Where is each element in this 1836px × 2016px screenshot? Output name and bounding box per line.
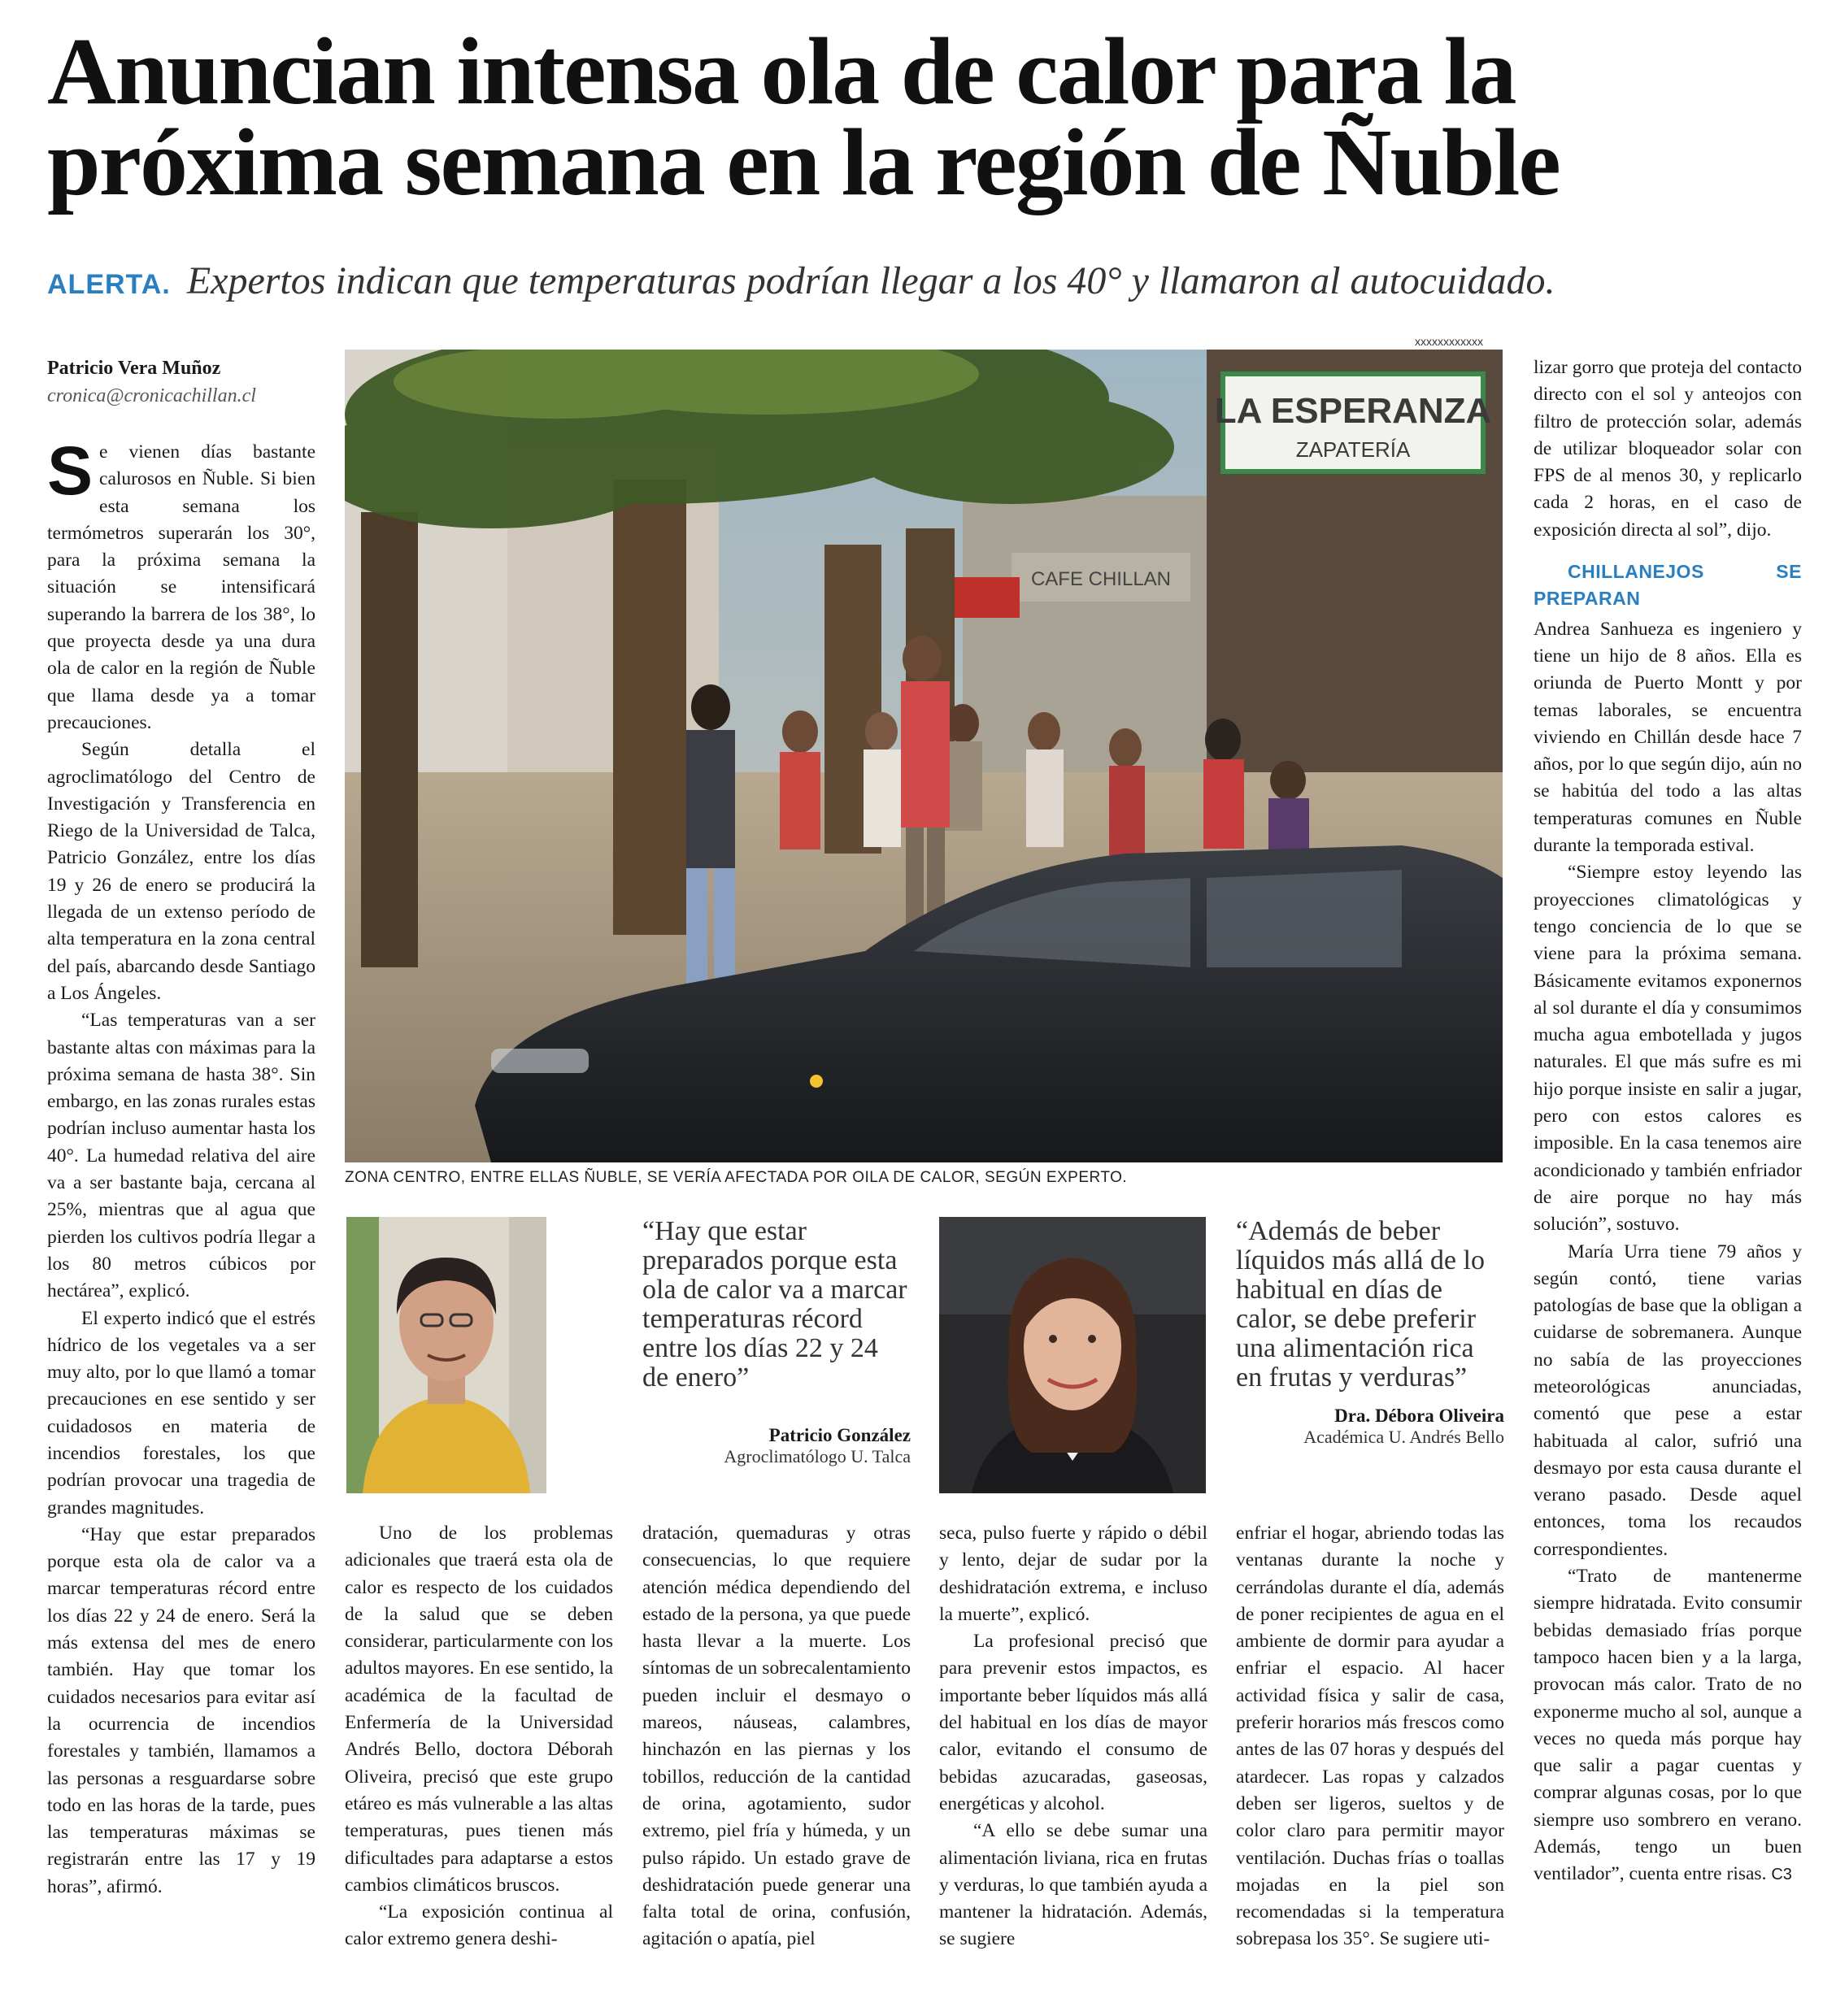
subheadline: Expertos indican que temperaturas podrían llegar a los 40° y llamaron al autocuidado. [186,259,1555,302]
dropcap: S [47,432,94,509]
quote-text: “Hay que estar preparados porque esta ola de calor va a marcar temperaturas récord entre los días 22 y 24 de enero” [642,1216,907,1393]
column-4 [939,1520,1207,1953]
column-6 [1534,354,1802,1889]
paragraph: “Las temperaturas van a ser bastante altas con máximas para la próxima semana de hasta 38°. Sin embargo, en las zonas rurales estas podrían incluso aumentar hasta los 40°. La humedad relativa del aire va a ser bastante baja, cercana al 25%, mientras que al agua que pierden los cultivos podría llegar a los 80 metros cúbicos por hectárea”, explicó. [47,1010,315,1302]
portrait-debora-oliveira [939,1217,1206,1493]
paragraph-text: “Trato de mantenerme siempre hidratada. Evito consumir bebidas demasiado frías porque tampoco hacen bien y a la larga, provocan más calor. Trato de no exponerme mucho al sol, aunque a veces no queda más porque hay que salir a pagar cuentas y comprar algunas cosas, por lo que siempre uso sombrero en verano. Además, tengo un buen ventilador”, cuenta entre risas. [1534,1566,1802,1885]
quote-author-role: Académica U. Andrés Bello [1303,1427,1504,1447]
paragraph: Uno de los problemas adicionales que traerá esta ola de calor es respecto de los cuidados de la salud que se deben considerar, particularmente con los adultos mayores. En ese sentido, la académica de la facultad de Enfermería de la Universidad Andrés Bello, doctora Déborah Oliveira, precisó que este grupo etáreo es más vulnerable a las altas temperaturas, pues tienen más dificultades para adaptarse a estos cambios climáticos bruscos. [345,1523,613,1896]
column-5 [1236,1520,1504,1953]
portrait-illustration [346,1217,546,1493]
pull-quote-2 [1236,1217,1504,1448]
street-scene-illustration [345,350,1503,1162]
paragraph: seca, pulso fuerte y rápido o débil y lento, dejar de sudar por la deshidratación extrema, e incluso la muerte”, explicó. [939,1523,1207,1625]
subheadline-row [47,257,1820,309]
column-2 [345,1520,613,1953]
headline: Anuncian intensa ola de calor para la próxima semana en la región de Ñuble [47,18,1560,215]
quote-author: Patricio González [768,1425,911,1445]
paragraph: María Urra tiene 79 años y según contó, tiene varias patologías de base que la obligan a cuidarse de sobremanera. Aunque no sabía de las proyecciones meteorológicas anunciadas, comentó que pese a estar habituada al calor, sufrió una desmayo por esta causa durante el verano pasado. Desde aquel entonces, toma los recaudos correspondientes. [1534,1240,1802,1560]
paragraph: lizar gorro que proteja del contacto directo con el sol y anteojos con filtro de protección solar, además de utilizar bloqueador solar con FPS de al menos 30, y replicarlo cada 2 horas, en el caso de exposición directa al sol”, dijo. [1534,357,1802,541]
paragraph: “La exposición continua al calor extremo genera deshi- [345,1901,613,1950]
byline-email: cronica@cronicachillan.cl [47,385,256,406]
column-1 [47,432,315,1901]
byline-name: Patricio Vera Muñoz [47,358,221,379]
byline [47,354,315,410]
photo-caption: ZONA CENTRO, ENTRE ELLAS ÑUBLE, SE VERÍA AFECTADA POR OILA DE CALOR, SEGÚN EXPERTO. [345,1169,1128,1186]
shop-sign: LA ESPERANZA [1214,391,1492,431]
paragraph: dratación, quemaduras y otras consecuencias, lo que requiere atención médica dependiendo del estado de la persona, ya que puede hasta llevar a la muerte. Los síntomas de un sobrecalentamiento pueden incluir el desmayo o mareos, náuseas, calambres, hinchazón en las piernas y los tobillos, reducción de la cantidad de orina, agotamiento, sudor extremo, piel fría y húmeda, y un pulso rápido. Un estado grave de deshidratación puede generar una falta total de orina, confusión, agitación o apatía, piel [642,1523,911,1950]
end-mark: C3 [1771,1866,1792,1884]
paragraph [1534,1563,1802,1889]
main-photo [345,350,1503,1162]
photo-credit: xxxxxxxxxxxx [1415,335,1483,348]
quote-author-role: Agroclimatólogo U. Talca [724,1446,911,1466]
paragraph: “A ello se debe sumar una alimentación liviana, rica en frutas y verduras, lo que también ayuda a mantener la hidratación. Además, se sugiere [939,1820,1207,1950]
section-heading: CHILLANEJOS SE PREPARAN [1534,561,1802,610]
paragraph: Según detalla el agroclimatólogo del Centro de Investigación y Transferencia en Riego de la Universidad de Talca, Patricio González, entre los días 19 y 26 de enero se producirá la llegada de un extenso período de alta temperatura en la zona central del país, abarcando desde Santiago a Los Ángeles. [47,739,315,1004]
portrait-patricio-gonzalez [346,1217,546,1493]
paragraph: enfriar el hogar, abriendo todas las ventanas durante la noche y cerrándolas durante el día, además de poner recipientes de agua en el ambiente de dormir para ayudar a enfriar el espacio. Al hacer actividad física y salir de casa, preferir horarios más frescos como antes de las 07 horas y después del atardecer. Las ropas y calzados deben ser ligeros, sueltos y de color claro para permitir mayor ventilación. Duchas frías o toallas mojadas en la piel son recomendadas si la temperatura sobrepasa los 35°. Se sugiere uti- [1236,1523,1504,1950]
shop-sign-sub: ZAPATERÍA [1295,437,1411,462]
paragraph: La profesional precisó que para prevenir estos impactos, es importante beber líquidos más allá del habitual en los días de mayor calor, evitando el consumo de bebidas azucaradas, gaseosas, energéticas y alcohol. [939,1631,1207,1814]
pull-quote-1 [642,1217,911,1467]
paragraph: “Siempre estoy leyendo las proyecciones climatológicas y tengo conciencia de lo que se viene para la próxima semana. Básicamente evitamos exponernos al sol durante el día y consumimos mucha agua embotellada y jugos naturales. El que más sufre es mi hijo porque insiste en salir a jugar, pero con estos calores es imposible. En la casa tenemos aire acondicionado y también enfriador de aire porque no hay más solución”, sostuvo. [1534,862,1802,1236]
cafe-sign: CAFE CHILLAN [1030,568,1172,590]
paragraph-text: e vienen días bastante calurosos en Ñuble. Si bien esta semana los termómetros superarán los 30°, para la próxima semana la situación se intensificará superando la barrera de los 38°, lo que proyecta desde ya una dura ola de calor en la región de Ñuble que llama desde ya a tomar precauciones. [47,441,315,733]
column-3 [642,1520,911,1953]
paragraph: Andrea Sanhueza es ingeniero y tiene un hijo de 8 años. Ella es oriunda de Puerto Montt y por temas laborales, se encuentra viviendo en Chillán desde hace 7 años, por lo que según dijo, aún no se habitúa del todo a las altas temperaturas comunes en Ñuble durante la temporada estival. [1534,618,1802,857]
kicker: ALERTA. [47,269,171,300]
quote-text: “Además de beber líquidos más allá de lo habitual en días de calor, se debe preferir una alimentación rica en frutas y verduras” [1236,1216,1485,1393]
quote-author: Dra. Débora Oliveira [1334,1406,1504,1426]
paragraph: “Hay que estar preparados porque esta ola de calor va a marcar temperaturas récord entre los días 22 y 24 de enero. Será la más extensa del mes de enero también. Hay que tomar los cuidados necesarios para evitar así la ocurrencia de incendios forestales y también, llamamos a las personas a resguardarse sobre todo en las horas de la tarde, pues las temperaturas máximas se registrarán entre las 17 y 19 horas”, afirmó. [47,1523,315,1897]
paragraph: El experto indicó que el estrés hídrico de los vegetales va a ser muy alto, por lo que llamó a tomar precauciones en ese sentido y ser cuidadosos en materia de incendios forestales, los que podrían provocar una tragedia de grandes magnitudes. [47,1307,315,1519]
paragraph [47,432,315,736]
portrait-illustration [939,1217,1206,1493]
